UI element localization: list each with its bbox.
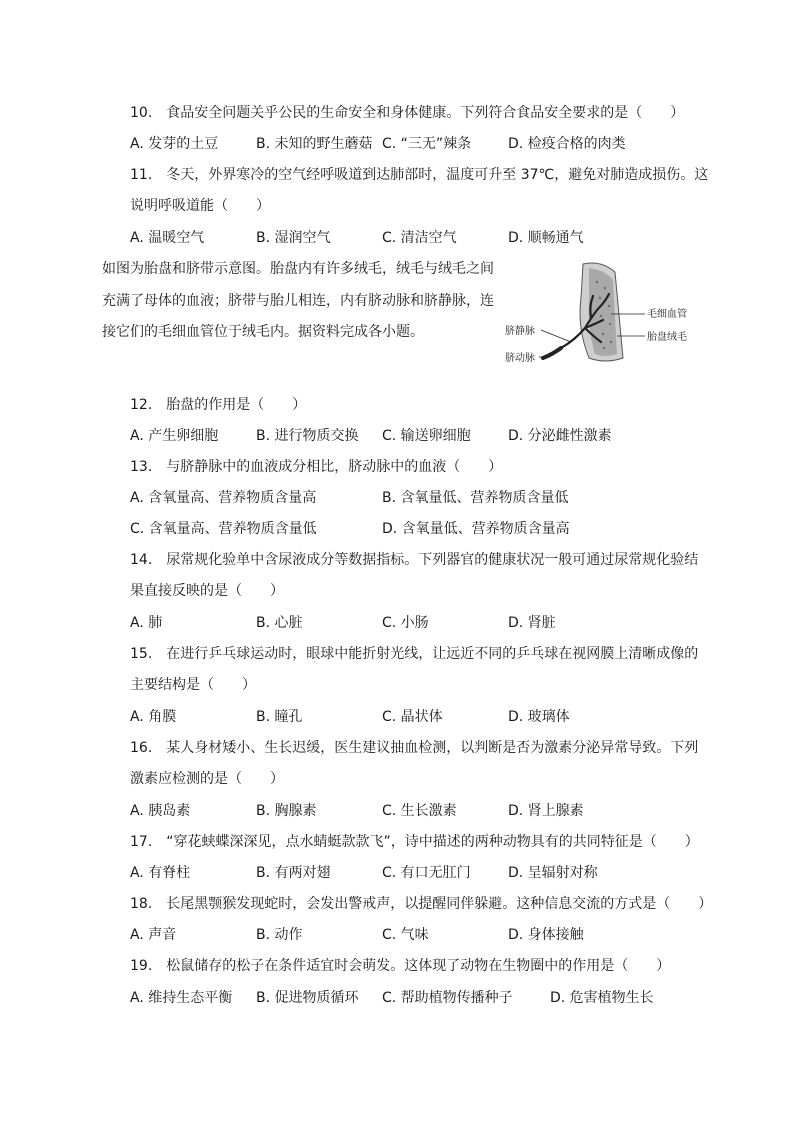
q16-option-c: C. 生长激素 — [382, 803, 457, 819]
q14-stem-line1: 14. 尿常规化验单中含尿液成分等数据指标。下列器官的健康状况一般可通过尿常规化验结 — [130, 552, 699, 568]
q15-stem-line2: 主要结构是（ ） — [130, 677, 256, 693]
q15-option-a: A. 角膜 — [130, 709, 177, 725]
q14-option-b: B. 心脏 — [256, 615, 303, 631]
label-artery: 脐动脉 — [505, 353, 535, 364]
label-capillary: 毛细血管 — [647, 309, 687, 320]
umbilical-cord — [543, 348, 561, 358]
q11-stem-line2: 说明呼吸道能（ ） — [130, 198, 270, 214]
q18-option-a: A. 声音 — [130, 927, 177, 943]
q12-option-c: C. 输送卵细胞 — [382, 428, 471, 444]
q13-option-c: C. 含氧量高、营养物质含量低 — [130, 521, 317, 537]
q15-stem-line1: 15. 在进行乒乓球运动时，眼球中能折射光线，让远近不同的乒乓球在视网膜上清晰成像的 — [130, 646, 699, 662]
q18-option-c: C. 气味 — [382, 927, 429, 943]
q19-option-b: B. 促进物质循环 — [256, 990, 359, 1006]
q10-option-a: A. 发芽的土豆 — [130, 136, 219, 152]
q17-option-d: D. 呈辐射对称 — [508, 865, 598, 881]
q16-option-d: D. 肾上腺素 — [508, 803, 584, 819]
q13-stem: 13. 与脐静脉中的血液成分相比，脐动脉中的血液（ ） — [130, 459, 503, 475]
q14-stem-line2: 果直接反映的是（ ） — [130, 583, 284, 599]
q12-option-b: B. 进行物质交换 — [256, 428, 359, 444]
q11-option-d: D. 顺畅通气 — [508, 230, 584, 246]
q16-stem-line2: 激素应检测的是（ ） — [130, 771, 284, 787]
q16-option-a: A. 胰岛素 — [130, 803, 191, 819]
q15-option-c: C. 晶状体 — [382, 709, 443, 725]
q18-option-b: B. 动作 — [256, 927, 303, 943]
q15-option-b: B. 瞳孔 — [256, 709, 303, 725]
intro-line1: 如图为胎盘和脐带示意图。胎盘内有许多绒毛，绒毛与绒毛之间 — [102, 261, 494, 277]
intro-line2: 充满了母体的血液；脐带与胎儿相连，内有脐动脉和脐静脉，连 — [102, 293, 494, 309]
q16-option-b: B. 胸腺素 — [256, 803, 317, 819]
placenta-diagram-svg — [505, 258, 705, 370]
q17-stem: 17. “穿花蛱蝶深深见，点水蜻蜓款款飞”，诗中描述的两种动物具有的共同特征是（ ） — [130, 834, 699, 850]
q19-stem: 19. 松鼠储存的松子在条件适宜时会萌发。这体现了动物在生物圈中的作用是（ ） — [130, 958, 671, 974]
q15-option-d: D. 玻璃体 — [508, 709, 570, 725]
q14-option-a: A. 肺 — [130, 615, 163, 631]
placenta-diagram — [505, 258, 705, 370]
q18-stem: 18. 长尾黑颚猴发现蛇时，会发出警戒声，以提醒同伴躲避。这种信息交流的方式是（ ） — [130, 896, 713, 912]
label-vein: 脐静脉 — [505, 326, 535, 337]
leader-vein — [541, 330, 571, 342]
q18-option-d: D. 身体接触 — [508, 927, 584, 943]
q14-option-c: C. 小肠 — [382, 615, 429, 631]
intro-line3: 接它们的毛细血管位于绒毛内。据资料完成各小题。 — [102, 324, 424, 340]
q11-option-b: B. 湿润空气 — [256, 230, 331, 246]
q13-option-a: A. 含氧量高、营养物质含量高 — [130, 490, 317, 506]
q12-option-a: A. 产生卵细胞 — [130, 428, 219, 444]
q13-option-d: D. 含氧量低、营养物质含量高 — [382, 521, 570, 537]
q12-stem: 12. 胎盘的作用是（ ） — [130, 397, 307, 413]
q14-option-d: D. 肾脏 — [508, 615, 556, 631]
q16-stem-line1: 16. 某人身材矮小、生长迟缓，医生建议抽血检测，以判断是否为激素分泌异常导致。下列 — [130, 740, 699, 756]
q12-option-d: D. 分泌雌性激素 — [508, 428, 612, 444]
q17-option-b: B. 有两对翅 — [256, 865, 331, 881]
label-villi: 胎盘绒毛 — [647, 332, 687, 343]
q19-option-d: D. 危害植物生长 — [550, 990, 654, 1006]
q11-option-c: C. 清洁空气 — [382, 230, 457, 246]
q11-option-a: A. 温暖空气 — [130, 230, 205, 246]
q10-option-b: B. 未知的野生蘑菇 — [256, 136, 373, 152]
q17-option-a: A. 有脊柱 — [130, 865, 191, 881]
q10-stem: 10. 食品安全问题关乎公民的生命安全和身体健康。下列符合食品安全要求的是（ ） — [130, 105, 685, 121]
q10-option-c: C. “三无”辣条 — [382, 136, 472, 152]
q19-option-c: C. 帮助植物传播种子 — [382, 990, 513, 1006]
q11-stem-line1: 11. 冬天，外界寒冷的空气经呼吸道到达肺部时，温度可升至 37℃，避免对肺造成损伤。这 — [130, 167, 709, 183]
q19-option-a: A. 维持生态平衡 — [130, 990, 233, 1006]
q17-option-c: C. 有口无肛门 — [382, 865, 471, 881]
q10-option-d: D. 检疫合格的肉类 — [508, 136, 626, 152]
placenta-inner-layer — [589, 268, 617, 356]
q13-option-b: B. 含氧量低、营养物质含量低 — [382, 490, 569, 506]
